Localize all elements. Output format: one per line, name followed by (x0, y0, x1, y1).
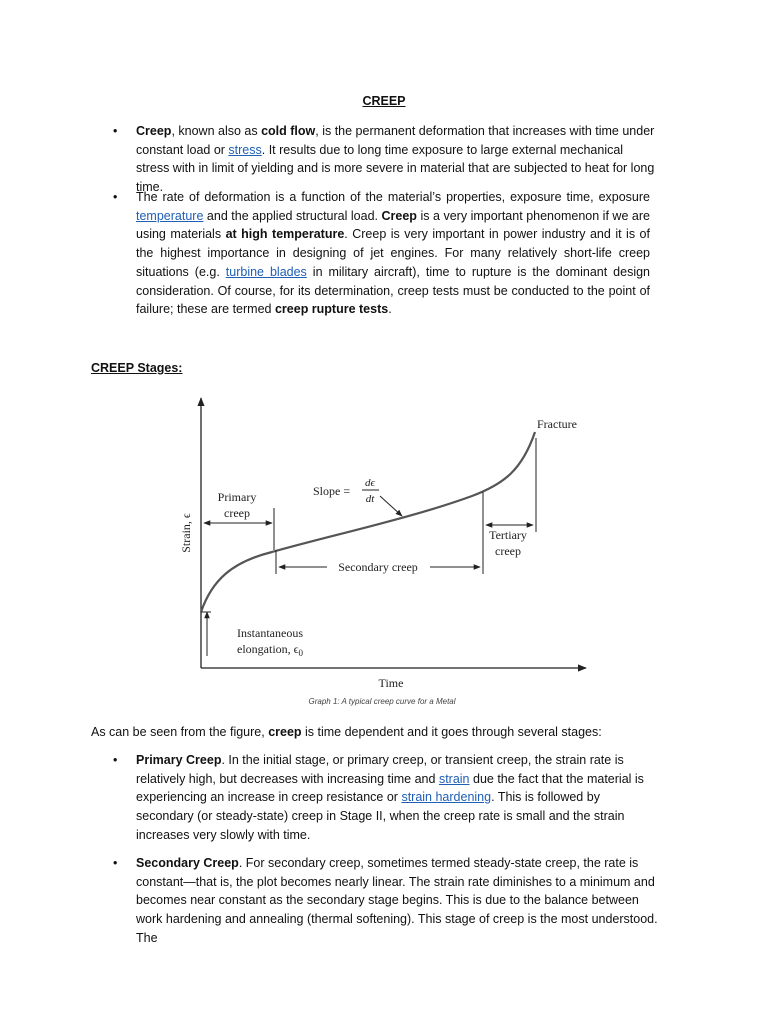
fracture-label: Fracture (537, 417, 577, 431)
text-run: . Creep is very important in power industry and it is of the highest importance in designing of jet engines. For many relatively short-life creep situations (e.g. (136, 227, 650, 279)
text-run: in military aircraft), time to rupture is the dominant design consideration. Of course, for its determination, creep tests must be conducted to the point of failure; these are termed (136, 264, 651, 317)
link-strain[interactable]: strain (438, 771, 470, 786)
creep-curve-graph (172, 390, 592, 710)
text-run: . (388, 302, 392, 317)
link-turbine-blades[interactable]: turbine blades (225, 264, 307, 279)
text-run: . It results due to long time exposure to large external mechanical stress with in limit of yielding and is more severe in material that are subjected to heat for long time. (136, 142, 655, 195)
text-run: . For secondary creep, sometimes termed steady-state creep, the rate is constant—that is, the plot becomes nearly linear. The strain rate diminishes to a minimum and becomes near constant as the secondary stage begins. This is due to the balance between work hardening and annealing (thermal softening). This stage of creep is the most understood. The (136, 856, 658, 945)
tertiary-label-2: creep (495, 544, 521, 558)
figure-caption: Graph 1: A typical creep curve for a Metal (308, 697, 456, 706)
slope-label: Slope = (313, 484, 351, 498)
bullet-marker: • (113, 753, 118, 767)
slope-pointer-arrow (380, 496, 402, 516)
secondary-label: Secondary creep (338, 560, 418, 574)
bold-text: Creep (136, 124, 172, 138)
link-strain-hardening[interactable]: strain hardening (401, 790, 492, 805)
text-run: and the applied structural load. (203, 208, 382, 223)
text-run: . In the initial stage, or primary creep, or transient creep, the strain rate is relatively high, but decreases with increasing time and (136, 753, 624, 786)
bold-text: Creep (381, 208, 417, 223)
bold-text: Secondary Creep (136, 856, 239, 870)
bold-text: creep (268, 725, 302, 739)
slope-denominator: dt (365, 493, 375, 505)
primary-label-1: Primary (217, 490, 257, 504)
bold-text: Primary Creep (136, 753, 222, 767)
text-run: due the fact that the material is experiencing an increase in creep resistance or (136, 771, 644, 805)
text-run: is a very important phenomenon if we are using materials (136, 208, 650, 242)
text-run: The rate of deformation is a function of the material’s properties, exposure time, exposure (136, 190, 650, 204)
bullet-marker: • (113, 124, 118, 138)
x-axis-label: Time (378, 676, 404, 690)
page-title: CREEP (362, 94, 406, 108)
instantaneous-label-2: elongation, $\epsilon_0$ (237, 642, 304, 658)
paragraph-rate-of-deformation (136, 188, 650, 319)
paragraph-creep-definition (136, 122, 656, 197)
paragraph-intro-stages (91, 723, 671, 742)
primary-label-2: creep (224, 506, 250, 520)
creep-curve-line (201, 432, 535, 612)
slope-numerator: dϵ (365, 477, 375, 489)
text-run: is time dependent and it goes through several stages: (301, 725, 602, 739)
paragraph-secondary-creep (136, 854, 666, 948)
section-heading-creep-stages: CREEP Stages: (91, 361, 183, 375)
tertiary-label-1: Tertiary (489, 528, 527, 542)
text-run: , known also as (171, 124, 262, 138)
link-temperature[interactable]: temperature (136, 208, 204, 223)
creep-curve-figure (172, 390, 592, 710)
text-run: . This is followed by secondary (or steady-state) creep in Stage II, when the creep rate is small and the strain increases very slowly with time. (136, 790, 625, 842)
text-run: As can be seen from the figure, (91, 725, 269, 739)
bullet-marker: • (113, 190, 118, 204)
link-stress[interactable]: stress (228, 142, 262, 157)
text-run: , is the permanent deformation that increases with time under constant load or (136, 124, 655, 157)
bold-text: at high temperature (225, 227, 345, 242)
instantaneous-label-1: Instantaneous (237, 626, 303, 640)
bullet-marker: • (113, 856, 118, 870)
bold-text: creep rupture tests (274, 302, 389, 317)
paragraph-primary-creep (136, 751, 658, 845)
bold-text: cold flow (261, 124, 316, 138)
y-axis-label: Strain, ϵ (179, 513, 193, 553)
